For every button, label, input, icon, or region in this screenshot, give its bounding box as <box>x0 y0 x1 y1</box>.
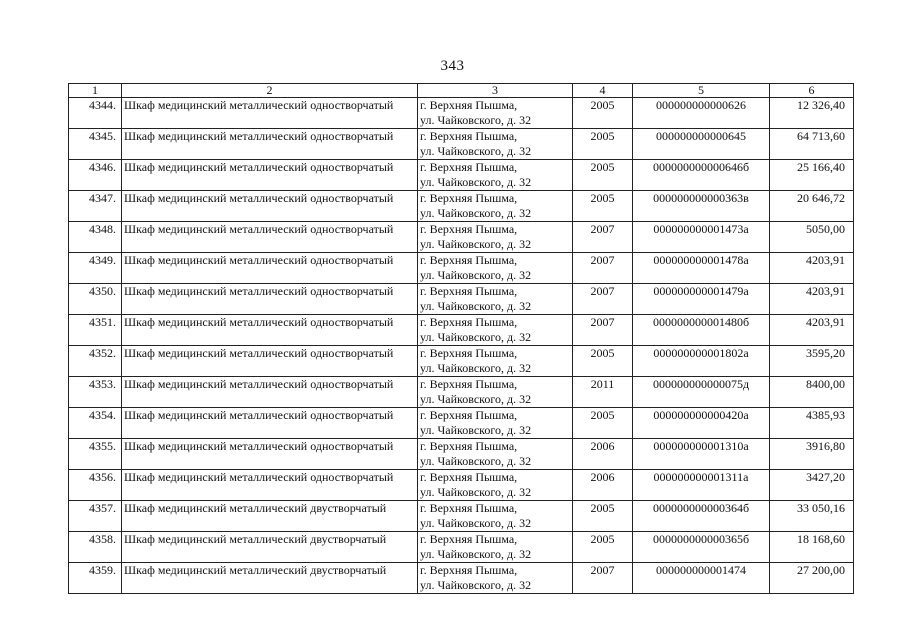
item-name: Шкаф медицинский металлический одностворчатый <box>122 129 418 160</box>
address-line-city: г. Верхняя Пышма, <box>420 191 518 205</box>
address-line-city: г. Верхняя Пышма, <box>420 160 518 174</box>
item-name: Шкаф медицинский металлический одностворчатый <box>122 160 418 191</box>
item-address <box>418 439 573 470</box>
inventory-number: 000000000000646б <box>633 160 770 191</box>
item-value: 4203,91 <box>770 315 854 346</box>
row-number: 4351. <box>69 315 122 346</box>
row-number: 4350. <box>69 284 122 315</box>
address-line-street: ул. Чайковского, д. 32 <box>420 578 532 592</box>
item-address <box>418 532 573 563</box>
address-line-city: г. Верхняя Пышма, <box>420 377 518 391</box>
inventory-number: 000000000000645 <box>633 129 770 160</box>
item-address <box>418 284 573 315</box>
address-line-street: ул. Чайковского, д. 32 <box>420 206 532 220</box>
inventory-number: 000000000000420а <box>633 408 770 439</box>
address-line-street: ул. Чайковского, д. 32 <box>420 547 532 561</box>
item-value: 8400,00 <box>770 377 854 408</box>
inventory-number: 000000000001473а <box>633 222 770 253</box>
item-value: 27 200,00 <box>770 563 854 594</box>
address-line-street: ул. Чайковского, д. 32 <box>420 516 532 530</box>
item-value: 3427,20 <box>770 470 854 501</box>
inventory-number: 000000000001474 <box>633 563 770 594</box>
item-address <box>418 129 573 160</box>
item-value: 25 166,40 <box>770 160 854 191</box>
table-row <box>69 408 854 439</box>
row-number: 4356. <box>69 470 122 501</box>
item-value: 12 326,40 <box>770 98 854 129</box>
address-line-city: г. Верхняя Пышма, <box>420 470 518 484</box>
address-line-city: г. Верхняя Пышма, <box>420 408 518 422</box>
table-row <box>69 470 854 501</box>
item-value: 4385,93 <box>770 408 854 439</box>
address-line-street: ул. Чайковского, д. 32 <box>420 454 532 468</box>
item-name: Шкаф медицинский металлический одностворчатый <box>122 253 418 284</box>
table-row <box>69 346 854 377</box>
table-row <box>69 129 854 160</box>
item-value: 64 713,60 <box>770 129 854 160</box>
address-line-city: г. Верхняя Пышма, <box>420 222 518 236</box>
item-address <box>418 98 573 129</box>
address-line-city: г. Верхняя Пышма, <box>420 439 518 453</box>
column-header-4: 4 <box>573 84 633 98</box>
item-value: 18 168,60 <box>770 532 854 563</box>
item-address <box>418 222 573 253</box>
row-number: 4348. <box>69 222 122 253</box>
address-line-street: ул. Чайковского, д. 32 <box>420 361 532 375</box>
address-line-street: ул. Чайковского, д. 32 <box>420 423 532 437</box>
item-address <box>418 377 573 408</box>
item-value: 3916,80 <box>770 439 854 470</box>
item-value: 4203,91 <box>770 284 854 315</box>
item-address <box>418 315 573 346</box>
table-row <box>69 191 854 222</box>
property-register-table <box>68 83 854 594</box>
item-year: 2005 <box>573 346 633 377</box>
item-name: Шкаф медицинский металлический двустворчатый <box>122 563 418 594</box>
row-number: 4354. <box>69 408 122 439</box>
item-name: Шкаф медицинский металлический одностворчатый <box>122 470 418 501</box>
inventory-number: 000000000001479а <box>633 284 770 315</box>
table-row <box>69 501 854 532</box>
inventory-number: 000000000000626 <box>633 98 770 129</box>
address-line-city: г. Верхняя Пышма, <box>420 501 518 515</box>
item-name: Шкаф медицинский металлический одностворчатый <box>122 377 418 408</box>
row-number: 4353. <box>69 377 122 408</box>
column-header-3: 3 <box>418 84 573 98</box>
column-header-5: 5 <box>633 84 770 98</box>
address-line-street: ул. Чайковского, д. 32 <box>420 237 532 251</box>
row-number: 4355. <box>69 439 122 470</box>
column-header-2: 2 <box>122 84 418 98</box>
table-row <box>69 563 854 594</box>
inventory-number: 000000000001480б <box>633 315 770 346</box>
item-year: 2005 <box>573 98 633 129</box>
table-row <box>69 439 854 470</box>
row-number: 4347. <box>69 191 122 222</box>
item-name: Шкаф медицинский металлический одностворчатый <box>122 439 418 470</box>
item-year: 2007 <box>573 563 633 594</box>
table-row <box>69 98 854 129</box>
inventory-number: 000000000001802а <box>633 346 770 377</box>
item-value: 20 646,72 <box>770 191 854 222</box>
item-address <box>418 501 573 532</box>
row-number: 4352. <box>69 346 122 377</box>
address-line-street: ул. Чайковского, д. 32 <box>420 113 532 127</box>
table-body <box>69 98 854 594</box>
item-year: 2005 <box>573 160 633 191</box>
row-number: 4345. <box>69 129 122 160</box>
item-name: Шкаф медицинский металлический одностворчатый <box>122 222 418 253</box>
column-header-6: 6 <box>770 84 854 98</box>
inventory-number: 000000000000075д <box>633 377 770 408</box>
item-value: 5050,00 <box>770 222 854 253</box>
item-name: Шкаф медицинский металлический одностворчатый <box>122 315 418 346</box>
table-row <box>69 315 854 346</box>
address-line-city: г. Верхняя Пышма, <box>420 253 518 267</box>
item-name: Шкаф медицинский металлический одностворчатый <box>122 191 418 222</box>
item-address <box>418 160 573 191</box>
item-year: 2007 <box>573 284 633 315</box>
table-header <box>69 84 854 98</box>
item-year: 2007 <box>573 222 633 253</box>
row-number: 4346. <box>69 160 122 191</box>
address-line-street: ул. Чайковского, д. 32 <box>420 299 532 313</box>
row-number: 4349. <box>69 253 122 284</box>
item-address <box>418 191 573 222</box>
address-line-street: ул. Чайковского, д. 32 <box>420 485 532 499</box>
address-line-street: ул. Чайковского, д. 32 <box>420 392 532 406</box>
address-line-city: г. Верхняя Пышма, <box>420 532 518 546</box>
row-number: 4358. <box>69 532 122 563</box>
item-year: 2005 <box>573 501 633 532</box>
table-row <box>69 284 854 315</box>
item-value: 3595,20 <box>770 346 854 377</box>
inventory-number: 000000000000363в <box>633 191 770 222</box>
item-year: 2006 <box>573 439 633 470</box>
row-number: 4344. <box>69 98 122 129</box>
column-header-1: 1 <box>69 84 122 98</box>
item-year: 2005 <box>573 191 633 222</box>
item-year: 2007 <box>573 315 633 346</box>
item-address <box>418 408 573 439</box>
address-line-street: ул. Чайковского, д. 32 <box>420 330 532 344</box>
inventory-number: 000000000000364б <box>633 501 770 532</box>
item-year: 2005 <box>573 532 633 563</box>
address-line-city: г. Верхняя Пышма, <box>420 346 518 360</box>
item-name: Шкаф медицинский металлический одностворчатый <box>122 284 418 315</box>
table-row <box>69 377 854 408</box>
address-line-city: г. Верхняя Пышма, <box>420 315 518 329</box>
item-address <box>418 563 573 594</box>
table-row <box>69 532 854 563</box>
address-line-street: ул. Чайковского, д. 32 <box>420 175 532 189</box>
item-value: 4203,91 <box>770 253 854 284</box>
item-year: 2005 <box>573 408 633 439</box>
item-name: Шкаф медицинский металлический двустворчатый <box>122 532 418 563</box>
row-number: 4359. <box>69 563 122 594</box>
item-name: Шкаф медицинский металлический двустворчатый <box>122 501 418 532</box>
item-year: 2005 <box>573 129 633 160</box>
address-line-city: г. Верхняя Пышма, <box>420 284 518 298</box>
item-name: Шкаф медицинский металлический одностворчатый <box>122 98 418 129</box>
item-name: Шкаф медицинский металлический одностворчатый <box>122 408 418 439</box>
inventory-number: 000000000000365б <box>633 532 770 563</box>
inventory-number: 000000000001311а <box>633 470 770 501</box>
item-year: 2007 <box>573 253 633 284</box>
table-row <box>69 222 854 253</box>
address-line-city: г. Верхняя Пышма, <box>420 129 518 143</box>
page-number: 343 <box>440 58 465 74</box>
row-number: 4357. <box>69 501 122 532</box>
item-address <box>418 253 573 284</box>
item-year: 2006 <box>573 470 633 501</box>
address-line-street: ул. Чайковского, д. 32 <box>420 144 532 158</box>
address-line-street: ул. Чайковского, д. 32 <box>420 268 532 282</box>
item-address <box>418 346 573 377</box>
item-value: 33 050,16 <box>770 501 854 532</box>
item-name: Шкаф медицинский металлический одностворчатый <box>122 346 418 377</box>
header-row <box>69 84 854 98</box>
address-line-city: г. Верхняя Пышма, <box>420 563 518 577</box>
inventory-number: 000000000001310а <box>633 439 770 470</box>
address-line-city: г. Верхняя Пышма, <box>420 98 518 112</box>
item-year: 2011 <box>573 377 633 408</box>
item-address <box>418 470 573 501</box>
inventory-number: 000000000001478а <box>633 253 770 284</box>
table-row <box>69 160 854 191</box>
table-row <box>69 253 854 284</box>
